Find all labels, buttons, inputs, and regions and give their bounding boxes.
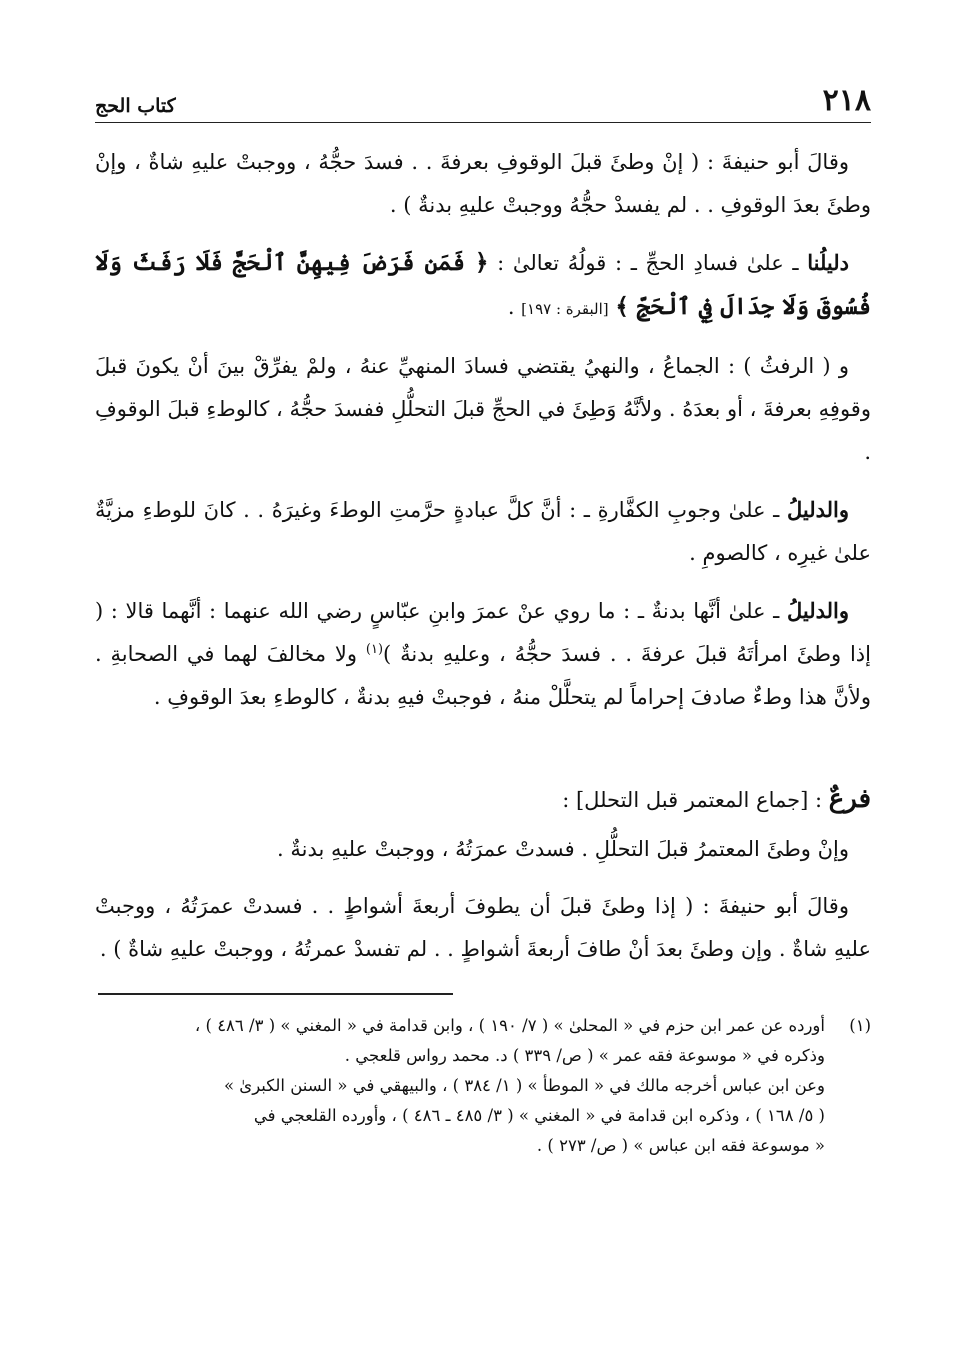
paragraph-umrah: وإنْ وطئَ المعتمرُ قبلَ التحلُّلِ . فسدتْ عمرَتُهُ ، ووجبتْ عليهِ بدنةٌ .	[276, 837, 849, 861]
paragraph-rafath: و ( الرفثُ ) : الجماعُ ، والنهيُ يقتضي فسادَ المنهيِّ عنهُ ، ولمْ يفرِّقْ بينَ أنْ يكونَ قبلَ وقوفِهِ بعرفةَ ، أو بعدَهُ . ولأنَّهُ وَطِئَ في الحجِّ قبلَ التحلُّلِ ففسدَ حجُّهُ ، كالوطءِ قبلَ الوقوفِ .	[95, 354, 871, 464]
evidence-text: ـ علىٰ فسادِ الحجِّ ـ : قولُهُ تعالىٰ :	[488, 251, 808, 275]
footnote-marker[interactable]: (١)	[365, 642, 384, 657]
footnote-1	[95, 1011, 871, 1161]
paragraph-badana	[95, 589, 871, 719]
paragraph-evidence-quran	[95, 241, 871, 331]
evidence-lead: دليلُنا	[807, 250, 849, 275]
book-title: كتاب الحج	[95, 95, 176, 117]
book-page	[95, 78, 871, 1161]
footnote-number: (١)	[849, 1016, 871, 1035]
paragraph-kaffara	[95, 488, 871, 575]
section-heading-far	[95, 779, 871, 820]
quran-verse: ﴿ فَمَن فَرَضَ فِيهِنَّ ٱلْحَجَّ فَلَا رَفَثَ وَلَا فُسُوقَ وَلَا جِدَالَ فِي ٱلْحَجِّ ﴾	[95, 249, 871, 320]
footnote-line: أورده عن عمر ابن حزم في « المحلىٰ » ( ٧/ ١٩٠ ) ، وابن قدامة في « المغني » ( ٣/ ٤٨٦ ) ،	[194, 1016, 825, 1035]
footnote-line: وعن ابن عباس أخرجه مالك في « الموطأ » ( ١/ ٣٨٤ ) ، والبيهقي في « السنن الكبرىٰ »	[223, 1076, 825, 1095]
running-header	[95, 78, 871, 123]
quran-reference: [البقرة : ١٩٧]	[521, 300, 609, 318]
footnote-line: ( ٥/ ١٦٨ ) ، وذكره ابن قدامة في « المغني » ( ٣/ ٤٨٥ ـ ٤٨٦ ) ، وأورده القلعجي في	[253, 1106, 825, 1125]
main-text	[95, 141, 871, 971]
footnote-line: وذكره في « موسوعة فقه عمر » ( ص/ ٣٣٩ ) د. محمد رواس قلعجي .	[344, 1046, 825, 1065]
footnote-line: « موسوعة فقه ابن عباس » ( ص/ ٢٧٣ ) .	[536, 1136, 825, 1155]
badana-lead: والدليلُ	[786, 598, 849, 623]
paragraph-abu-hanifa-hajj: وقالَ أبو حنيفةَ : ( إنْ وطئَ قبلَ الوقوفِ بعرفةَ . . فسدَ حجُّهُ ، ووجبتْ عليهِ شاةٌ ، وإنْ وطئَ بعدَ الوقوفِ . . لم يفسدْ حجُّهُ ووجبتْ عليهِ بدنةٌ ) .	[95, 150, 871, 217]
footnote-text	[95, 1011, 825, 1161]
far-title: : [جماع المعتمر قبل التحلل] :	[562, 788, 829, 812]
badana-text: ـ علىٰ أنَّها بدنةٌ ـ : ما روي عنْ عمرَ وابنِ عبّاسٍ رضي الله عنهما : أنَّهما قالا : ( إذا وطئَ امرأتَهُ قبلَ عرفةَ . . فسدَ حجُّهُ ، وعليهِ بدنةٌ )	[95, 599, 871, 666]
paragraph-abu-hanifa-umrah: وقالَ أبو حنيفةَ : ( إذا وطئَ قبلَ أن يطوفَ أربعةَ أشواطٍ . . فسدتْ عمرَتُهُ ، ووجبتْ عليهِ شاةٌ . وإن وطئَ بعدَ أنْ طافَ أربعةَ أشواطٍ . . لم تفسدْ عمرتُهُ ، ووجبتْ عليهِ شاةٌ ) .	[95, 894, 871, 961]
footnotes	[95, 1011, 871, 1161]
badana-end: ولا مخالفَ لهما في الصحابةِ . ولأنَّ هذا وطءٌ صادفَ إحراماً لم يتحلَّلْ منهُ ، فوجبتْ فيهِ بدنةٌ ، كالوطءِ بعدَ الوقوفِ .	[95, 642, 871, 709]
kaffara-lead: والدليلُ	[786, 497, 849, 522]
evidence-end: .	[507, 295, 522, 319]
footnote-divider	[98, 993, 453, 995]
page-number: ٢١٨	[822, 83, 871, 118]
far-label: فرعٌ	[828, 784, 871, 814]
section-gap	[95, 733, 871, 779]
kaffara-text: ـ علىٰ وجوبِ الكفَّارةِ ـ : أنَّ كلَّ عبادةٍ حرَّمتِ الوطءَ وغيرَهُ . . كانَ للوطءِ مزيَّةٌ علىٰ غيرِه ، كالصومِ .	[95, 498, 871, 565]
